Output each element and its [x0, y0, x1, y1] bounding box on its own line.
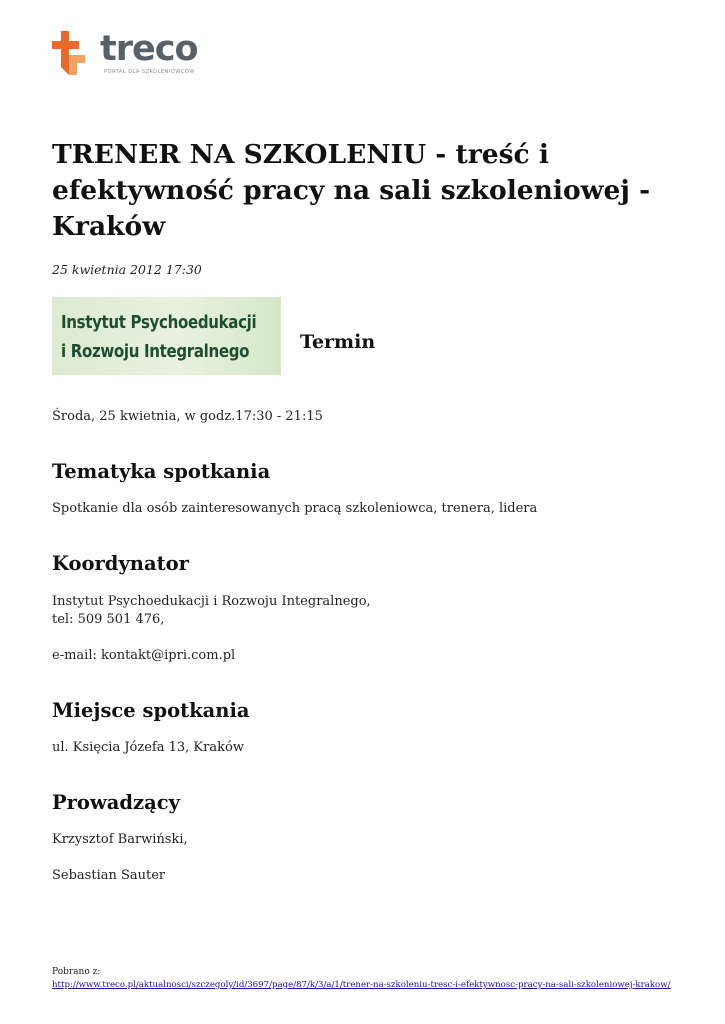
treco-logo-mark-icon — [52, 31, 88, 77]
source-label: Pobrano z: — [52, 967, 101, 977]
coordinator-name: Instytut Psychoedukacji i Rozwoju Integralnego, — [52, 594, 371, 609]
treco-logo[interactable] — [52, 31, 212, 79]
host-item: Sebastian Sauter — [52, 868, 166, 883]
place-heading: Miejsce spotkania — [52, 699, 250, 722]
topic-heading: Tematyka spotkania — [52, 460, 271, 483]
institute-banner-image — [52, 297, 281, 375]
source-link[interactable]: http://www.treco.pl/aktualnosci/szczegoly/id/3697/page/87/k/3/a/1/trener-na-szkoleniu-tresc-i-efektywnosc-pracy-na-sali-szkoleniowej-krakow/ — [52, 980, 671, 990]
coordinator-phone: tel: 509 501 476, — [52, 612, 165, 627]
logo-wordmark: treco — [100, 29, 198, 69]
hosts-heading: Prowadzący — [52, 791, 180, 814]
coordinator-heading: Koordynator — [52, 552, 189, 575]
termin-text: Środa, 25 kwietnia, w godz.17:30 - 21:15 — [52, 409, 323, 424]
place-address: ul. Księcia Józefa 13, Kraków — [52, 740, 244, 755]
banner-line-1: Instytut Psychoedukacji — [61, 313, 257, 333]
host-item: Krzysztof Barwiński, — [52, 832, 188, 847]
logo-tagline: PORTAL DLA SZKOLENIOWCÓW — [104, 69, 195, 75]
topic-text: Spotkanie dla osób zainteresowanych pracą szkoleniowca, trenera, lidera — [52, 501, 538, 516]
termin-heading: Termin — [300, 331, 376, 353]
banner-line-2: i Rozwoju Integralnego — [61, 342, 250, 362]
coordinator-email: e-mail: kontakt@ipri.com.pl — [52, 648, 236, 663]
publish-date: 25 kwietnia 2012 17:30 — [52, 262, 202, 277]
page-title: TRENER NA SZKOLENIU - treść i efektywność pracy na sali szkoleniowej - Kraków — [52, 139, 651, 242]
